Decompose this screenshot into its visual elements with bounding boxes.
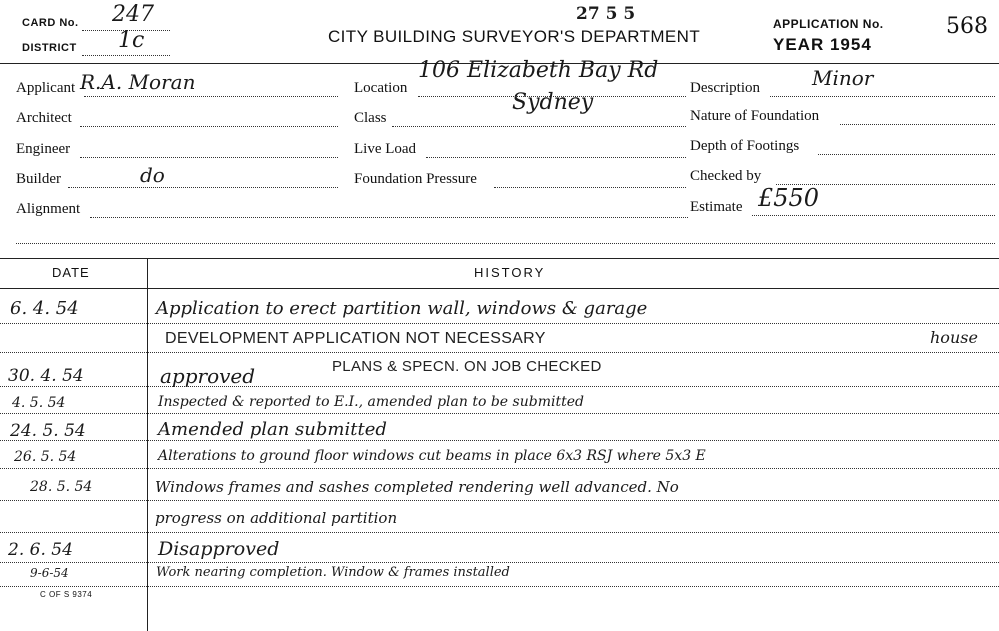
history-header: HISTORY [474,265,546,280]
description-value: Minor [812,66,874,90]
department-title: CITY BUILDING SURVEYOR'S DEPARTMENT [328,27,701,46]
description-label: Description [690,80,760,96]
history-entry: progress on additional partition [155,509,398,527]
history-date: 4. 5. 54 [12,395,66,411]
history-stamp: DEVELOPMENT APPLICATION NOT NECESSARY [165,330,546,347]
builder-value: do [140,163,165,187]
district-value: 1c [118,28,145,53]
history-date: 28. 5. 54 [30,479,93,495]
checked-by-label: Checked by [690,168,762,184]
depth-of-footings-label: Depth of Footings [690,138,800,154]
application-no-label: APPLICATION No. [773,17,884,31]
history-entry: Application to erect partition wall, windows & garage [156,298,648,319]
application-no-value: 568 [946,14,988,39]
architect-label: Architect [16,110,72,126]
card-no-value: 247 [112,2,154,27]
history-date: 6. 4. 54 [10,298,79,319]
nature-line [840,124,995,125]
form-code: C OF S 9374 [40,590,93,599]
depth-line [818,154,995,155]
history-entry: Windows frames and sashes completed rendering well advanced. No [155,478,679,496]
row-rule [0,352,999,353]
description-line [770,96,995,97]
row-rule [0,586,999,587]
district-line [82,55,170,56]
history-entry: Amended plan submitted [158,419,387,440]
row-rule [0,413,999,414]
fields-bottom-line [16,243,995,244]
row-rule [0,386,999,387]
engineer-line [80,157,338,158]
alignment-line [90,217,688,218]
nature-of-foundation-label: Nature of Foundation [690,108,820,124]
row-rule [0,532,999,533]
history-date: 26. 5. 54 [14,449,77,465]
history-entry-continuation: house [930,328,978,347]
builder-line [68,187,338,188]
applicant-label: Applicant [16,80,76,96]
live-load-label: Live Load [354,141,417,157]
estimate-label: Estimate [690,199,743,215]
history-date: 30. 4. 54 [8,366,84,386]
location-value-2: Sydney [512,90,594,115]
history-date: 9-6-54 [30,566,69,580]
engineer-label: Engineer [16,141,71,157]
class-label: Class [354,110,387,126]
district-label: DISTRICT [22,42,77,54]
live-load-line [426,157,686,158]
estimate-value: £550 [758,184,820,212]
card-no-label: CARD No. [22,17,79,29]
row-rule [0,323,999,324]
row-rule [0,562,999,563]
history-entry: Work nearing completion. Window & frames installed [156,565,510,580]
foundation-pressure-line [494,187,686,188]
alignment-label: Alignment [16,201,81,217]
architect-line [80,126,338,127]
table-header-border [0,288,999,289]
table-top-border [0,258,999,259]
received-date: 27 5 5 [576,4,636,24]
row-rule [0,440,999,441]
estimate-line [752,215,995,216]
applicant-value: R.A. Moran [80,70,196,94]
location-value: 106 Elizabeth Bay Rd [418,58,659,83]
date-column-divider [147,258,148,631]
history-stamp: PLANS & SPECN. ON JOB CHECKED [332,358,602,375]
history-entry: approved [160,364,256,388]
builder-label: Builder [16,171,61,187]
history-date: 24. 5. 54 [10,421,86,441]
class-line [392,126,686,127]
row-rule [0,468,999,469]
history-date: 2. 6. 54 [8,540,73,560]
history-entry: Alterations to ground floor windows cut beams in place 6x3 RSJ where 5x3 E [158,448,706,464]
applicant-line [84,96,338,97]
history-entry: Disapproved [158,538,280,560]
year-label: YEAR 1954 [773,35,872,54]
location-label: Location [354,80,408,96]
row-rule [0,500,999,501]
location-line [418,96,686,97]
history-entry: Inspected & reported to E.I., amended plan to be submitted [158,394,584,410]
foundation-pressure-label: Foundation Pressure [354,171,477,187]
date-header: DATE [52,265,90,280]
